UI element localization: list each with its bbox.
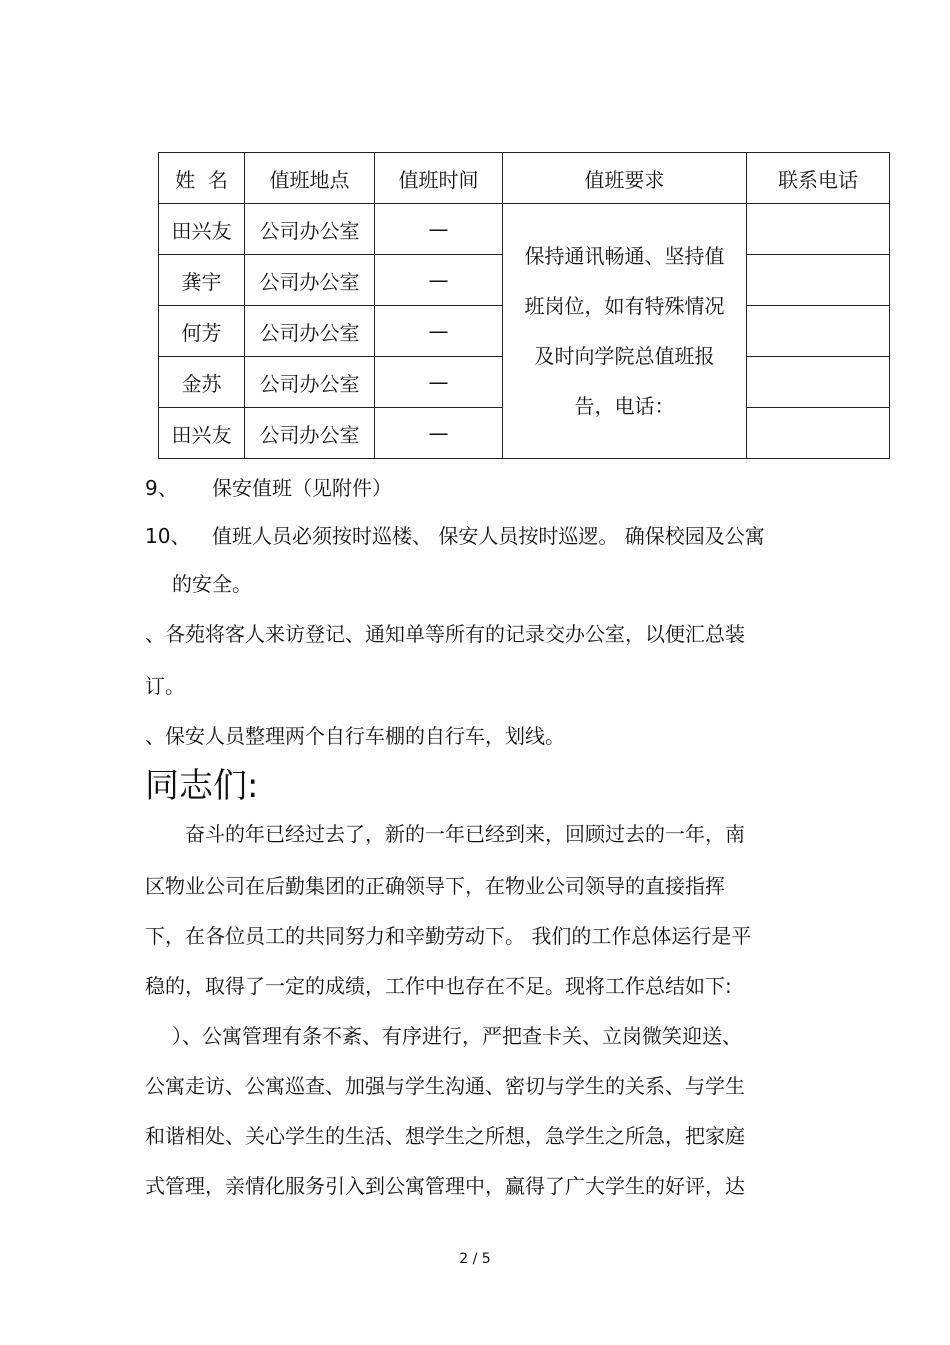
cell-place: 公司办公室 — [245, 357, 375, 408]
header-time: 值班时间 — [375, 153, 503, 204]
cell-place: 公司办公室 — [245, 306, 375, 357]
table-header-row — [159, 153, 890, 204]
header-name: 姓 名 — [159, 153, 245, 204]
cell-requirement: 保持通讯畅通、坚持值班岗位，如有特殊情况及时向学院总值班报告，电话： — [503, 204, 747, 459]
cell-name: 田兴友 — [159, 204, 245, 255]
speech-line: 公寓走访、公寓巡查、加强与学生沟通、密切与学生的关系、与学生 — [145, 1074, 745, 1098]
speech-line: 区物业公司在后勤集团的正确领导下，在物业公司领导的直接指挥 — [145, 874, 725, 898]
cell-place: 公司办公室 — [245, 408, 375, 459]
header-requirement: 值班要求 — [503, 153, 747, 204]
item-11-line1: 、各苑将客人来访登记、通知单等所有的记录交办公室，以便汇总装 — [145, 622, 745, 646]
header-place: 值班地点 — [245, 153, 375, 204]
cell-phone — [747, 255, 890, 306]
item-11-line2: 订。 — [145, 674, 185, 698]
item-12-text: 、保安人员整理两个自行车棚的自行车，划线。 — [145, 724, 565, 748]
header-phone: 联系电话 — [747, 153, 890, 204]
item-10-number: 10、 — [145, 524, 191, 548]
greeting-heading: 同志们: — [145, 766, 259, 806]
cell-name: 龚宇 — [159, 255, 245, 306]
cell-phone — [747, 204, 890, 255]
duty-table — [158, 152, 890, 459]
cell-phone — [747, 357, 890, 408]
table-row — [159, 204, 890, 255]
item-10-text-line1: 值班人员必须按时巡楼、 保安人员按时巡逻。 确保校园及公寓 — [212, 524, 765, 548]
cell-time: — — [375, 357, 503, 408]
cell-time: — — [375, 408, 503, 459]
item-9-number: 9、 — [145, 476, 178, 500]
cell-time: — — [375, 255, 503, 306]
cell-place: 公司办公室 — [245, 204, 375, 255]
item-10-text-line2: 的安全。 — [172, 572, 252, 596]
speech-line: 下，在各位员工的共同努力和辛勤劳动下。 我们的工作总体运行是平 — [145, 924, 752, 948]
cell-phone — [747, 306, 890, 357]
cell-time: — — [375, 306, 503, 357]
cell-place: 公司办公室 — [245, 255, 375, 306]
cell-name: 田兴友 — [159, 408, 245, 459]
cell-name: 金苏 — [159, 357, 245, 408]
cell-phone — [747, 408, 890, 459]
speech-line: 奋斗的年已经过去了，新的一年已经到来，回顾过去的一年，南 — [185, 822, 745, 846]
speech-line: ）、公寓管理有条不紊、有序进行，严把查卡关、立岗微笑迎送、 — [172, 1024, 742, 1048]
speech-line: 和谐相处、关心学生的生活、想学生之所想，急学生之所急，把家庭 — [145, 1124, 745, 1148]
speech-line: 式管理，亲情化服务引入到公寓管理中，赢得了广大学生的好评，达 — [145, 1174, 745, 1198]
cell-name: 何芳 — [159, 306, 245, 357]
item-9-text: 保安值班（见附件） — [212, 476, 392, 500]
page-number: 2 / 5 — [459, 1251, 491, 1267]
cell-time: — — [375, 204, 503, 255]
speech-line: 稳的，取得了一定的成绩，工作中也存在不足。现将工作总结如下: — [145, 974, 732, 998]
